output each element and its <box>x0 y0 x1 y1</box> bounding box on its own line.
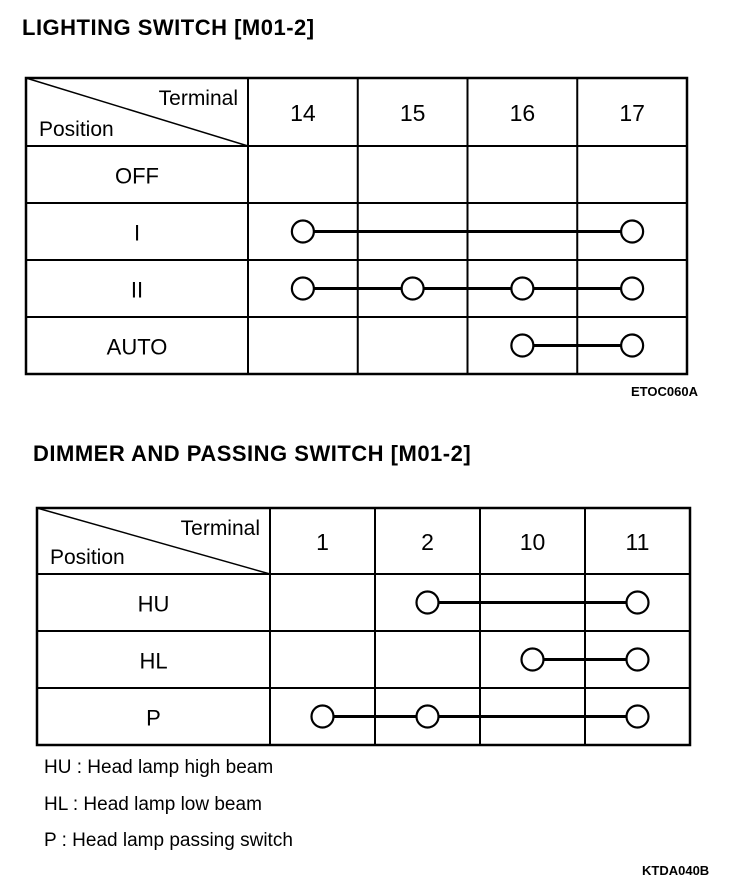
terminal-14-header: 14 <box>290 100 316 126</box>
header-position-label: Position <box>50 546 125 569</box>
terminal-1-header: 1 <box>316 529 329 555</box>
terminal-11-header: 11 <box>625 529 650 555</box>
position-off-label: OFF <box>115 163 159 189</box>
position-i-label: I <box>133 220 141 246</box>
dimmer-figure-code: KTDA040B <box>642 863 710 878</box>
header-position-label: Position <box>39 118 114 141</box>
lighting-figure-code: ETOC060A <box>631 384 698 399</box>
legend-p: P : Head lamp passing switch <box>44 830 293 851</box>
terminal-2-contact <box>417 592 439 614</box>
table-border <box>37 508 690 745</box>
position-p-label: P <box>146 705 161 731</box>
header-terminal-label: Terminal <box>158 87 238 110</box>
legend-hu: HU : Head lamp high beam <box>44 757 274 778</box>
position-hu-label: HU <box>137 591 170 617</box>
terminal-2-header: 2 <box>421 529 434 555</box>
terminal-2-contact <box>417 706 439 728</box>
terminal-10-contact <box>522 649 544 671</box>
terminal-11-contact <box>627 706 649 728</box>
terminal-1-contact <box>312 706 334 728</box>
position-hl-label: HL <box>139 648 168 674</box>
terminal-11-contact <box>627 592 649 614</box>
terminal-10-header: 10 <box>519 529 546 555</box>
position-ii-label: II <box>130 277 144 303</box>
position-auto-label: AUTO <box>106 334 168 360</box>
terminal-15-header: 15 <box>399 100 426 126</box>
header-terminal-label: Terminal <box>180 517 260 540</box>
terminal-17-header: 17 <box>619 100 645 126</box>
terminal-11-contact <box>627 649 649 671</box>
legend-hl: HL : Head lamp low beam <box>44 794 262 815</box>
terminal-16-header: 16 <box>509 100 536 126</box>
lighting-switch-title: LIGHTING SWITCH [M01-2] <box>22 15 315 40</box>
dimmer-switch-title: DIMMER AND PASSING SWITCH [M01-2] <box>33 441 472 466</box>
